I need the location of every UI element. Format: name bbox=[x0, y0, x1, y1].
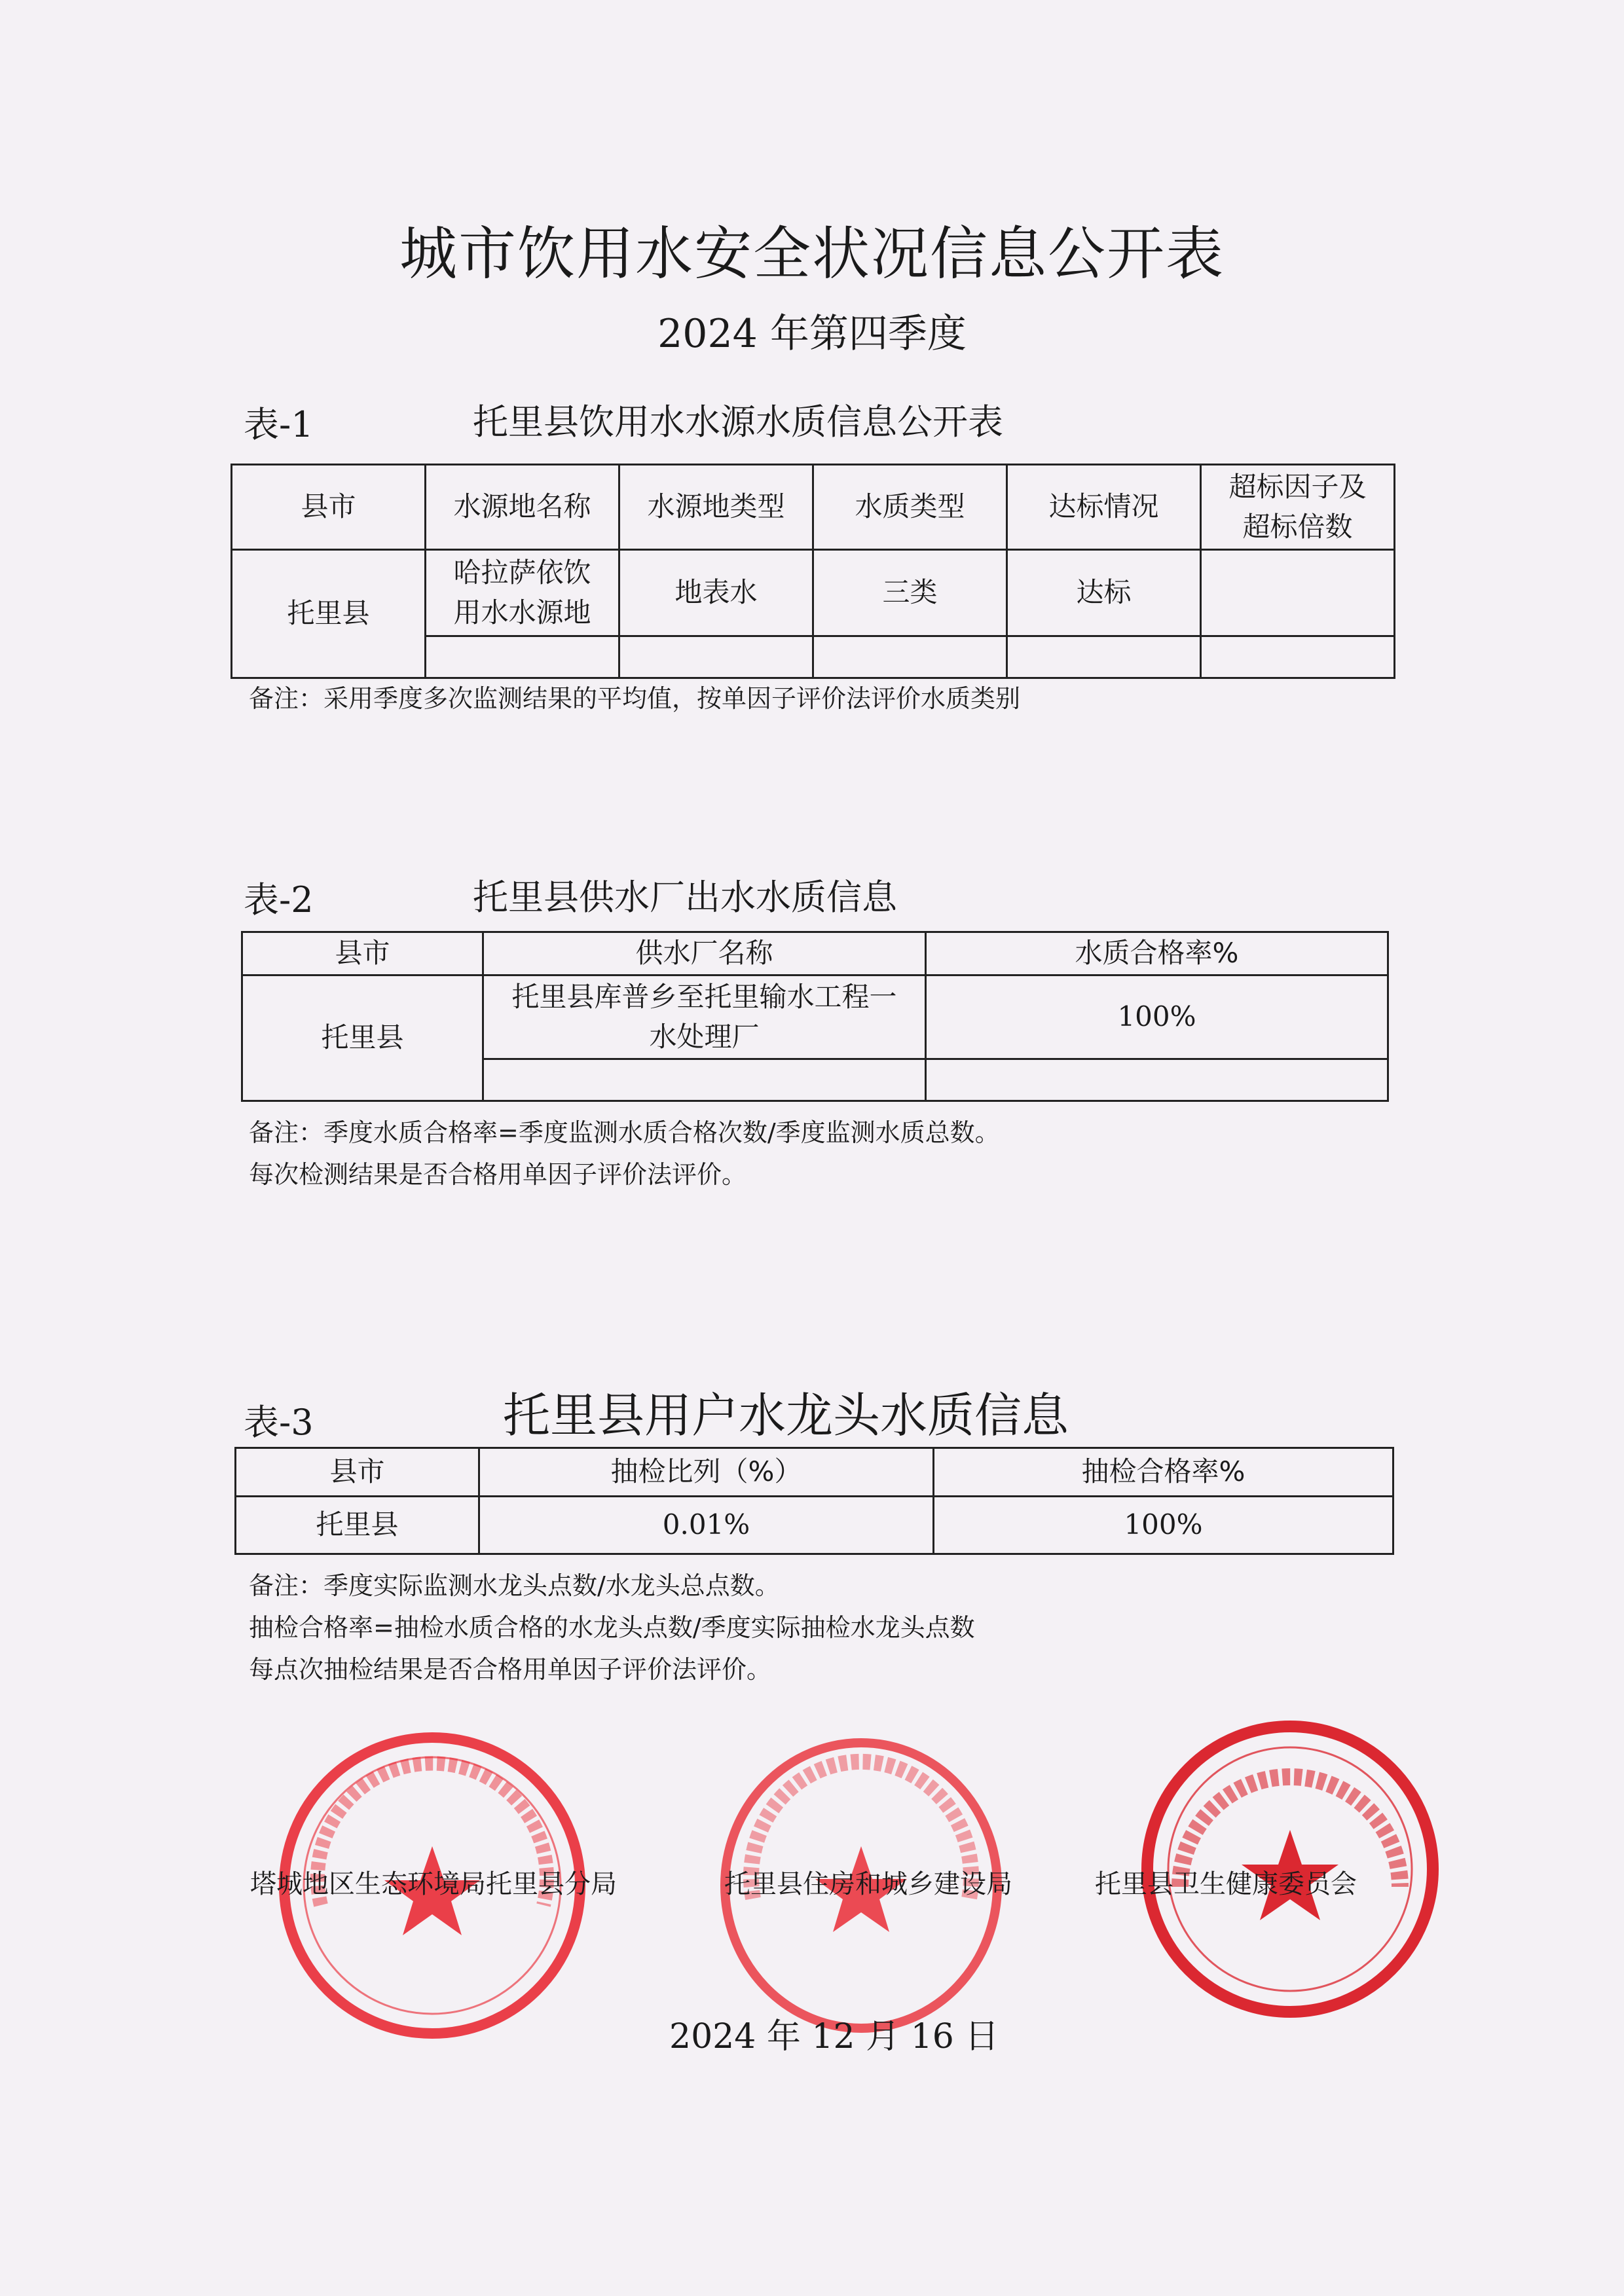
table1-empty-cell bbox=[1201, 636, 1395, 678]
table2-note-line1: 备注：季度水质合格率=季度监测水质合格次数/季度监测水质总数。 bbox=[249, 1118, 1000, 1147]
table1-empty-cell bbox=[1007, 636, 1201, 678]
table1-status-cell: 达标 bbox=[1007, 550, 1201, 636]
table1-header-source-name: 水源地名称 bbox=[426, 465, 619, 550]
table2-header-county: 县市 bbox=[242, 932, 483, 975]
table3-header-county: 县市 bbox=[236, 1448, 479, 1497]
signature-date: 2024 年 12 月 16 日 bbox=[669, 2017, 999, 2056]
table1-source-type-cell: 地表水 bbox=[619, 550, 813, 636]
table3-note-line3: 每点次抽检结果是否合格用单因子评价法评价。 bbox=[249, 1655, 772, 1684]
table1-source-name-line2: 用水水源地 bbox=[453, 596, 591, 629]
table2-note-line2: 每次检测结果是否合格用单因子评价法评价。 bbox=[249, 1160, 747, 1189]
table1-header-quality-type: 水质类型 bbox=[813, 465, 1007, 550]
table1-header-status: 达标情况 bbox=[1007, 465, 1201, 550]
table3-rate-cell: 100% bbox=[934, 1497, 1393, 1554]
table3-ratio-cell: 0.01% bbox=[479, 1497, 934, 1554]
table1-label: 表-1 bbox=[244, 404, 314, 445]
table2-county-cell: 托里县 bbox=[242, 975, 483, 1101]
table3-title: 托里县用户水龙头水质信息 bbox=[503, 1388, 1069, 1443]
table2-plant-cell bbox=[483, 975, 926, 1059]
table2 bbox=[241, 931, 1389, 1102]
table3-label: 表-3 bbox=[244, 1402, 314, 1443]
document-title: 城市饮用水安全状况信息公开表 bbox=[399, 220, 1225, 287]
table2-empty-cell bbox=[483, 1059, 926, 1101]
table3 bbox=[234, 1447, 1394, 1555]
signature-org-2: 托里县住房和城乡建设局 bbox=[724, 1869, 1012, 1899]
table3-header-rate: 抽检合格率% bbox=[934, 1448, 1393, 1497]
table3-note-line2: 抽检合格率=抽检水质合格的水龙头点数/季度实际抽检水龙头点数 bbox=[249, 1613, 975, 1642]
table3-county-cell: 托里县 bbox=[236, 1497, 479, 1554]
table1-county-cell: 托里县 bbox=[232, 550, 426, 678]
table1-note: 备注：采用季度多次监测结果的平均值，按单因子评价法评价水质类别 bbox=[249, 684, 1021, 713]
signature-org-1: 塔城地区生态环境局托里县分局 bbox=[250, 1869, 617, 1899]
signature-org-3: 托里县卫生健康委员会 bbox=[1095, 1869, 1357, 1899]
table2-title: 托里县供水厂出水水质信息 bbox=[473, 877, 897, 918]
table1-empty-cell bbox=[619, 636, 813, 678]
table3-header-ratio: 抽检比列（%） bbox=[479, 1448, 934, 1497]
table3-note-line1: 备注：季度实际监测水龙头点数/水龙头总点数。 bbox=[249, 1571, 780, 1600]
table1-source-name-cell bbox=[426, 550, 619, 636]
table2-header-rate: 水质合格率% bbox=[926, 932, 1388, 975]
table1-header-exceed-line1: 超标因子及 bbox=[1228, 470, 1367, 503]
table1-quality-type-cell: 三类 bbox=[813, 550, 1007, 636]
table2-plant-line2: 水处理厂 bbox=[649, 1020, 760, 1053]
table2-empty-cell bbox=[926, 1059, 1388, 1101]
table2-rate-cell: 100% bbox=[926, 975, 1388, 1059]
document-subtitle: 2024 年第四季度 bbox=[657, 311, 967, 357]
table1-header-county: 县市 bbox=[232, 465, 426, 550]
table1-exceed-cell bbox=[1201, 550, 1395, 636]
table1 bbox=[231, 464, 1395, 679]
table2-header-plant: 供水厂名称 bbox=[483, 932, 926, 975]
table1-empty-cell bbox=[426, 636, 619, 678]
table1-title: 托里县饮用水水源水质信息公开表 bbox=[473, 401, 1003, 443]
table2-plant-line1: 托里县库普乡至托里输水工程一 bbox=[511, 980, 897, 1013]
table2-label: 表-2 bbox=[244, 879, 314, 920]
table1-source-name-line1: 哈拉萨依饮 bbox=[453, 556, 591, 589]
table1-header-exceed bbox=[1201, 465, 1395, 550]
table1-header-exceed-line2: 超标倍数 bbox=[1242, 510, 1353, 543]
table1-empty-cell bbox=[813, 636, 1007, 678]
table1-header-source-type: 水源地类型 bbox=[619, 465, 813, 550]
